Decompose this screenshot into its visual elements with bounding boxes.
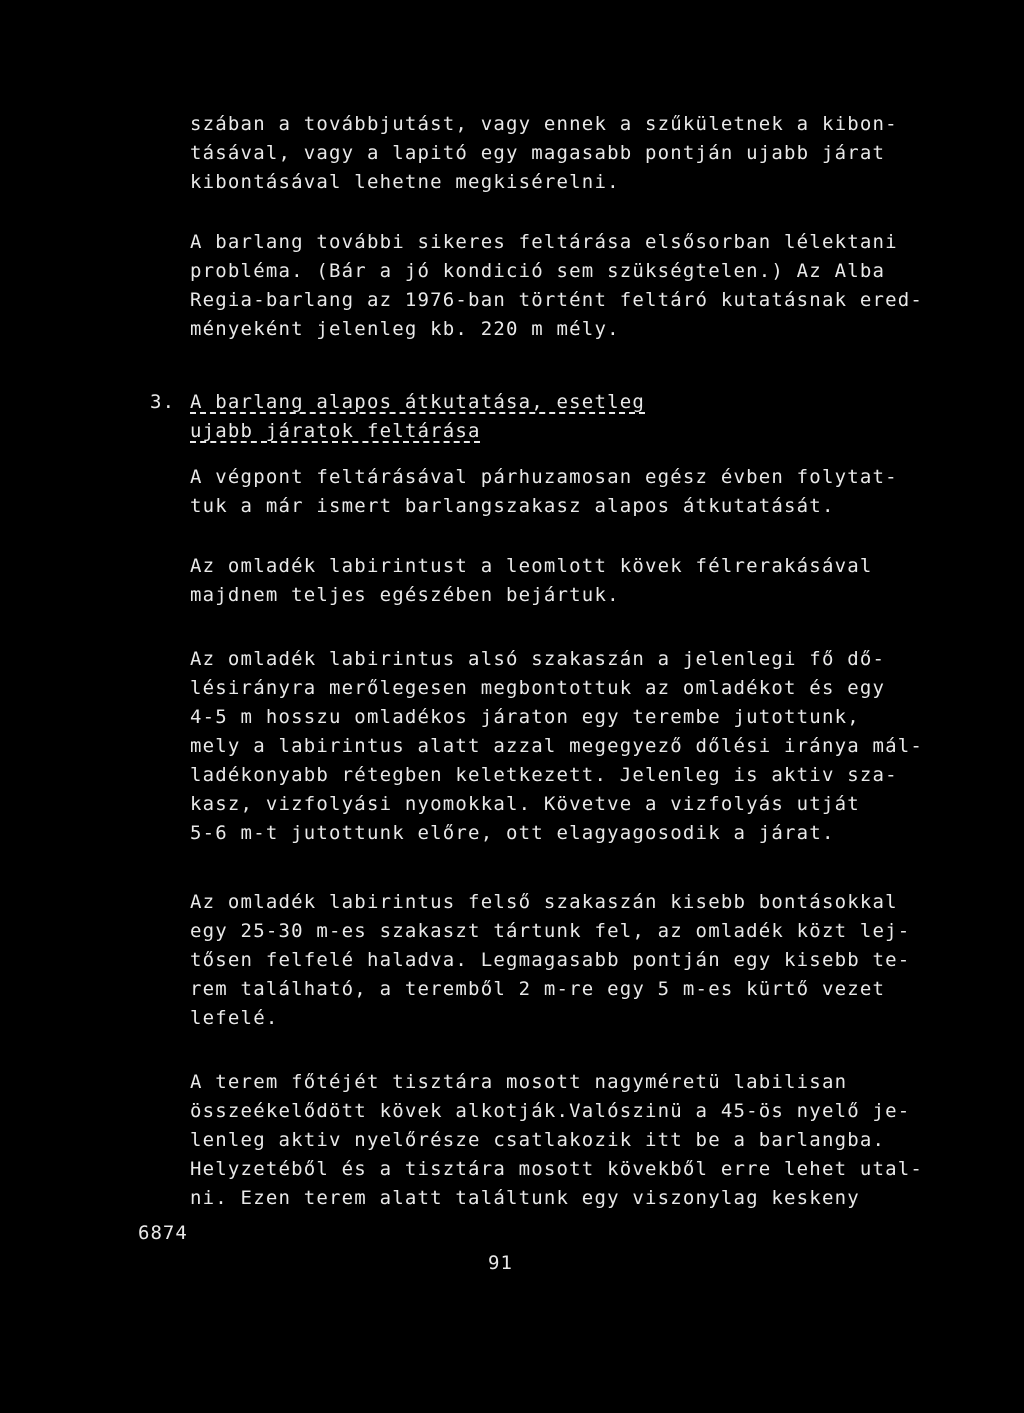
paragraph-3: [190, 463, 910, 521]
section-title-line: ujabb járatok feltárása: [190, 420, 481, 442]
text-line: szában a továbbjutást, vagy ennek a szűkületnek a kibon-: [190, 113, 898, 135]
text-line: tősen felfelé haladva. Legmagasabb pontján egy kisebb te-: [190, 949, 911, 971]
text-line: Helyzetéből és a tisztára mosott kövekből erre lehet utal-: [190, 1158, 924, 1180]
text-line: Az omladék labirintus felső szakaszán kisebb bontásokkal: [190, 891, 898, 913]
text-line: Az omladék labirintus alsó szakaszán a jelenlegi fő dő-: [190, 648, 886, 670]
text-line: ményeként jelenleg kb. 220 m mély.: [190, 318, 620, 340]
paragraph-5: [190, 645, 924, 848]
paragraph-4: [190, 552, 910, 610]
text-line: összeékelődött kövek alkotják.Valószinü a 45-ös nyelő je-: [190, 1100, 911, 1122]
margin-number: 6874: [138, 1222, 188, 1244]
text-line: rem található, a teremből 2 m-re egy 5 m-es kürtő vezet: [190, 978, 886, 1000]
section-title: [190, 388, 645, 446]
text-line: ladékonyabb rétegben keletkezett. Jelenleg is aktiv sza-: [190, 764, 898, 786]
text-line: 4-5 m hosszu omladékos járaton egy terembe jutottunk,: [190, 706, 860, 728]
text-line: kibontásával lehetne megkisérelni.: [190, 171, 620, 193]
text-line: kasz, vizfolyási nyomokkal. Követve a vizfolyás utját: [190, 793, 860, 815]
text-line: lenleg aktiv nyelőrésze csatlakozik itt be a barlangba.: [190, 1129, 886, 1151]
text-line: 5-6 m-t jutottunk előre, ott elagyagosodik a járat.: [190, 822, 835, 844]
text-line: A végpont feltárásával párhuzamosan egész évben folytat-: [190, 466, 898, 488]
paragraph-6: [190, 888, 910, 1033]
paragraph-2: [190, 228, 924, 344]
text-line: tásával, vagy a lapitó egy magasabb pontján ujabb járat: [190, 142, 886, 164]
paragraph-7: [190, 1068, 924, 1213]
text-line: A terem főtéjét tisztára mosott nagyméretü labilisan: [190, 1071, 848, 1093]
section-title-line: A barlang alapos átkutatása, esetleg: [190, 391, 646, 413]
text-line: probléma. (Bár a jó kondició sem szükségtelen.) Az Alba: [190, 260, 886, 282]
text-line: lésirányra merőlegesen megbontottuk az omladékot és egy: [190, 677, 886, 699]
text-line: egy 25-30 m-es szakaszt tártunk fel, az omladék közt lej-: [190, 920, 911, 942]
text-line: lefelé.: [190, 1007, 279, 1029]
page-number: 91: [488, 1252, 513, 1274]
text-line: Regia-barlang az 1976-ban történt feltáró kutatásnak ered-: [190, 289, 924, 311]
text-line: tuk a már ismert barlangszakasz alapos átkutatását.: [190, 495, 835, 517]
text-line: A barlang további sikeres feltárása elsősorban lélektani: [190, 231, 898, 253]
text-line: mely a labirintus alatt azzal megegyező dőlési iránya mál-: [190, 735, 924, 757]
paragraph-1: [190, 110, 910, 197]
text-line: majdnem teljes egészében bejártuk.: [190, 584, 620, 606]
text-line: Az omladék labirintust a leomlott kövek félrerakásával: [190, 555, 873, 577]
text-line: ni. Ezen terem alatt találtunk egy viszonylag keskeny: [190, 1187, 860, 1209]
section-number: 3.: [150, 391, 176, 413]
